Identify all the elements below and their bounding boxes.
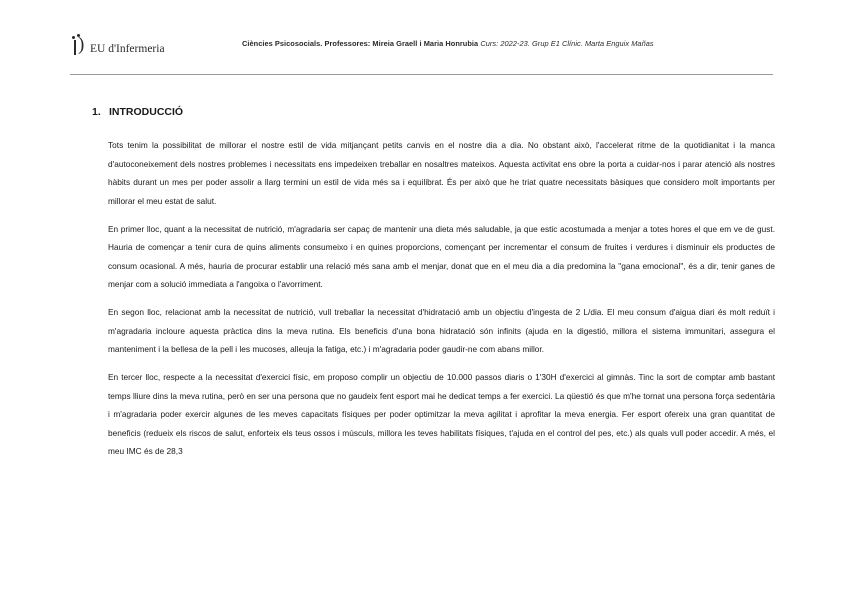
- paragraph-intro: Tots tenim la possibilitat de millorar el nostre estil de vida mitjançant petits canvis en el nostre dia a dia. No obstant això, l'accelerat ritme de la quotidianitat i la manca d'autoconeixement dels nostres problemes i necessitats ens impedeixen treballar en nosaltres mateixos. Aquesta activitat ens obre la porta a cuidar-nos i parar atenció als nostres hàbits durant un mes per poder assolir a llarg termini un estil de vida més sa i equilibrat. És per això que he triat quatre necessitats bàsiques que considero molt importants per millorar el meu estat de salut.: [108, 140, 775, 206]
- header-divider: [70, 74, 773, 75]
- course-info: [242, 39, 654, 48]
- course-year-group: Curs: 2022-23. Grup E1 Clínic. Marta Enguix Mañas: [480, 39, 654, 48]
- section-number: 1.: [92, 106, 101, 118]
- paragraph-nutrition: En primer lloc, quant a la necessitat de nutrició, m'agradaria ser capaç de mantenir una dieta més saludable, ja que estic acostumada a menjar a totes hores el que em ve de gust. Hauria de començar a tenir cura de quins aliments consumeixo i en quines proporcions, començant per incrementar el consum de fruites i verdures i disminuir els productes de consum ocasional. A més, hauria de procurar establir una relació més sana amb el menjar, donat que en el meu dia a dia predomina la "gana emocional", és a dir, tenir ganes de menjar com a solució immediata a l'angoixa o l'avorriment.: [108, 223, 775, 289]
- section-body: [108, 136, 775, 470]
- course-professors: Ciències Psicosocials. Professores: Mireia Graell i Maria Honrubia: [242, 39, 479, 48]
- school-logo: [70, 30, 165, 56]
- section-heading: [92, 106, 183, 118]
- logo-mark-icon: ): [70, 34, 86, 56]
- page-header: [70, 30, 775, 60]
- paragraph-hydration: En segon lloc, relacionat amb la necessitat de nutrició, vull treballar la necessitat d'hidratació amb un objectiu d'ingesta de 2 L/dia. El meu consum d'aigua diari és molt reduït i m'agradaria incloure aquesta pràctica dins la meva rutina. Els beneficis d'una bona hidratació són infinits (ajuda en la digestió, millora el sistema immunitari, assegura el manteniment i la bellesa de la pell i les mucoses, alleuja la fatiga, etc.) i m'agradaria poder gaudir-ne com abans millor.: [108, 307, 775, 354]
- section-title: INTRODUCCIÓ: [109, 106, 184, 118]
- paragraph-exercise: En tercer lloc, respecte a la necessitat d'exercici físic, em proposo complir un objectiu de 10.000 passos diaris o 1'30H d'exercici al gimnàs. Tinc la sort de comptar amb bastant temps lliure dins la meva rutina, però en ser una persona que no gaudeix fent esport mai he dedicat temps a fer exercici. La qüestió és que m'he tornat una persona força sedentària i m'agradaria poder exercir algunes de les meves capacitats físiques per poder optimitzar la meva agilitat i aprofitar la meva energia. Fer esport ofereix una gran quantitat de beneficis (redueix els riscos de salut, enforteix els teus ossos i músculs, millora les teves habilitats físiques, t'ajuda en el control del pes, etc.) als quals vull poder accedir. A més, el meu IMC és de 28,3: [108, 372, 775, 456]
- logo-text: EU d'Infermeria: [90, 43, 165, 55]
